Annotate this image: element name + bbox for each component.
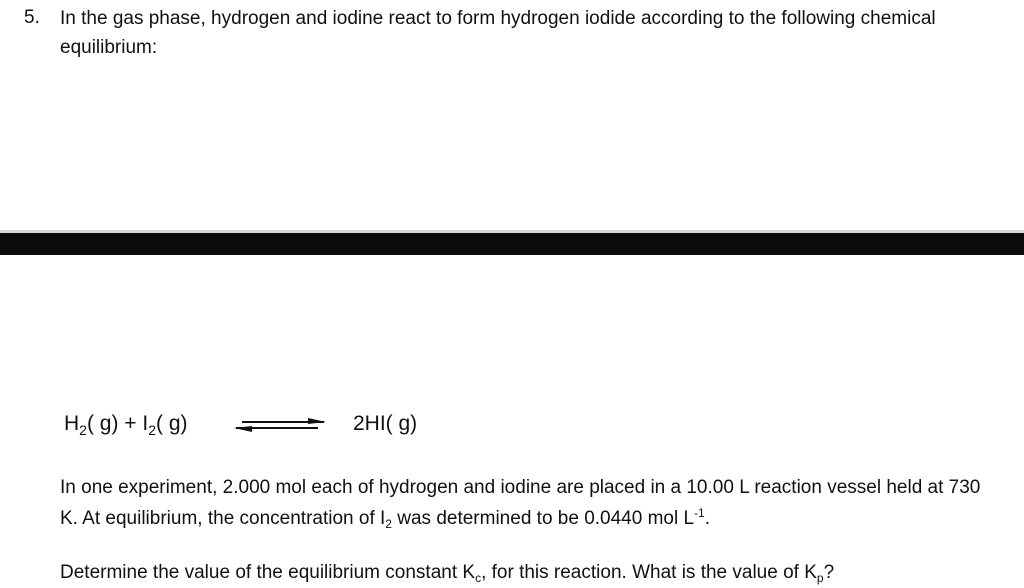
question-number: 5. — [24, 7, 40, 28]
h2-subscript: 2 — [79, 422, 87, 438]
experiment-paragraph — [60, 472, 990, 534]
experiment-i2-subscript: 2 — [385, 517, 392, 531]
experiment-text-3: . — [704, 508, 711, 529]
equation-product: 2HI( g) — [353, 412, 418, 435]
i2-state: ( g) — [156, 412, 188, 435]
black-divider-band — [0, 233, 1024, 255]
kc-subscript: c — [475, 571, 482, 585]
i2-subscript: 2 — [148, 422, 157, 438]
task-text-2: , for this reaction. What is the value of K — [481, 562, 817, 583]
question-intro: In the gas phase, hydrogen and iodine react to form hydrogen iodide according to the following chemical equilibrium: — [60, 8, 936, 58]
experiment-text-1: In one experiment, 2.000 mol each of hydrogen and iodine are placed in a 10.00 L reaction vessel held at 730 K. At equilibrium, the concentration of I — [60, 477, 981, 529]
equation-reactants — [64, 404, 188, 444]
unit-exponent: -1 — [694, 506, 705, 520]
equilibrium-arrows-icon — [234, 416, 326, 434]
kp-subscript: p — [816, 571, 824, 585]
experiment-text-2: was determined to be 0.0440 mol L — [391, 508, 695, 529]
h2-symbol: H — [64, 412, 80, 435]
task-text-3: ? — [823, 562, 835, 583]
task-text-1: Determine the value of the equilibrium constant K — [60, 562, 476, 583]
h2-state-and-iodine: ( g) + I — [86, 412, 149, 435]
task-paragraph — [60, 557, 990, 588]
